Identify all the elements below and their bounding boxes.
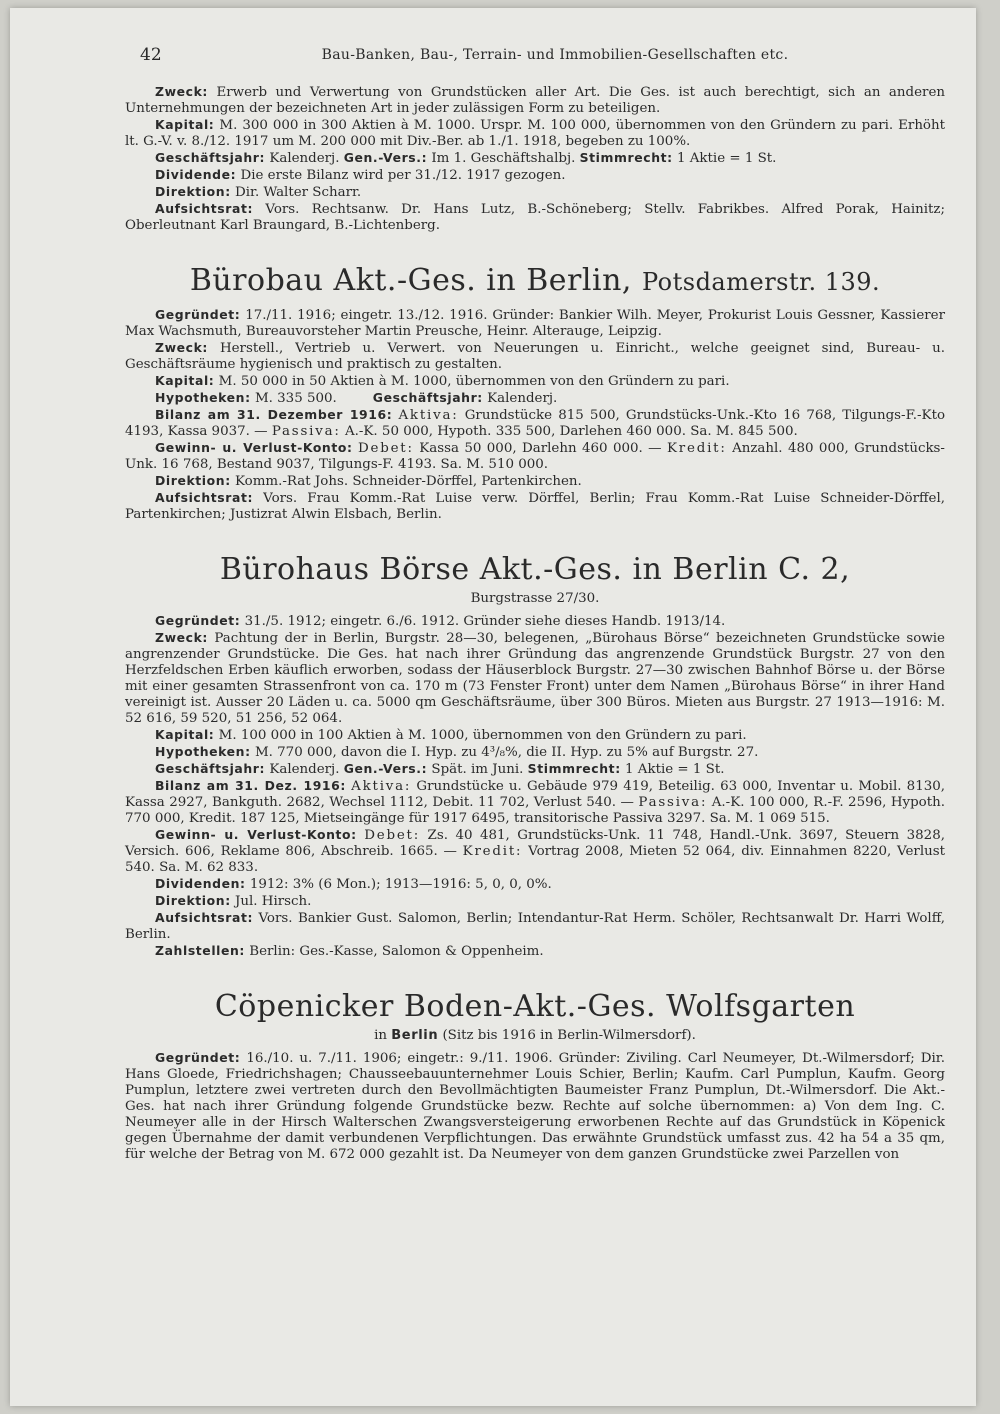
zweck-text: Pachtung der in Berlin, Burgstr. 28—30, belegenen, „Bürohaus Börse“ bezeichneten Grundstücke sowie angrenzender Grundstücke. Die Ges. hat nach ihrer Gründung das angrenzende Grundstück Burgstr. 27 von den Herzfeldschen Erben käuflich erworben, sodass der Häuserblock Burgstr. 27—30 zwischen Bahnhof Börse u. der Börse mit einer gesamten Strassenfront von ca. 170 m (73 Fenster Front) unter dem Namen „Bürohaus Börse“ in ihrer Hand vereinigt ist. Ausser 20 Läden u. ca. 5000 qm Geschäftsräume, über 300 Büros. Mieten aus Burgstr. 27 1913—1916: M. 52 616, 59 520, 51 256, 52 064.	[125, 631, 945, 726]
label-stimmrecht: Stimmrecht:	[579, 150, 673, 165]
label-geschaeftsjahr: Geschäftsjahr:	[155, 150, 266, 165]
hypotheken-text: M. 335 500.	[254, 391, 337, 406]
label-debet: Debet:	[357, 441, 414, 456]
company-address: Potsdamerstr. 139.	[641, 268, 881, 296]
aktiva-text: Grundstücke 815 500, Grundstücks-Unk.-Kto 16 768, Tilgungs-F.-Kto 4193, Kassa 9037. —	[125, 408, 946, 439]
aktiva-text: Grundstücke u. Gebäude 979 419, Beteilig. 63 000, Inventar u. Mobil. 8130, Kassa 2927, Bankguth. 2682, Wechsel 1112, Debit. 11 702, Verlust 540. —	[125, 779, 946, 810]
kredit-text: Anzahl. 480 000, Grundstücks-Unk. 16 768, Bestand 9037, Tilgungs-F. 4193. Sa. M. 510 000.	[125, 441, 945, 472]
text-column	[125, 40, 945, 1165]
geschaeftsjahr-text: Kalenderj.	[269, 762, 340, 777]
company-subtitle	[125, 1028, 945, 1044]
company-entry	[125, 613, 945, 960]
label-direktion: Direktion:	[155, 893, 231, 908]
label-gegruendet: Gegründet:	[155, 307, 241, 322]
label-dividende: Dividende:	[155, 167, 237, 182]
label-geschaeftsjahr: Geschäftsjahr:	[155, 761, 266, 776]
label-stimmrecht: Stimmrecht:	[527, 761, 621, 776]
label-hypotheken: Hypotheken:	[155, 744, 251, 759]
gegruendet-text: 17./11. 1916; eingetr. 13./12. 1916. Gründer: Bankier Wilh. Meyer, Prokurist Louis Gessner, Kassierer Max Wachsmuth, Bureauvorsteher Martin Preusche, Heinr. Alterauge, Leipzig.	[125, 308, 945, 339]
label-gen-vers: Gen.-Vers.:	[343, 150, 428, 165]
label-kredit: Kredit:	[666, 441, 727, 456]
label-direktion: Direktion:	[155, 473, 231, 488]
zahlstellen-text: Berlin: Ges.-Kasse, Salomon & Oppenheim.	[249, 944, 544, 959]
label-aktiva: Aktiva:	[398, 408, 459, 423]
kredit-text: Vortrag 2008, Mieten 52 064, div. Einnahmen 8220, Verlust 540. Sa. M. 62 833.	[125, 844, 945, 875]
label-aufsichtsrat: Aufsichtsrat:	[155, 910, 254, 925]
label-gegruendet: Gegründet:	[155, 1050, 241, 1065]
gegruendet-text: 16./10. u. 7./11. 1906; eingetr.: 9./11. 1906. Gründer: Ziviling. Carl Neumeyer, Dt.-Wilmersdorf; Dir. Hans Gloede, Friedrichshagen; Chausseebauunternehmer Louis Schier, Berlin; Kaufm. Carl Pumplun, Kaufm. Georg Pumplun, letztere zwei vertreten durch den Bevollmächtigten Baumeister Franz Pumplun, Dt.-Wilmersdorf. Die Akt.-Ges. hat nach ihrer Gründung folgende Grundstücke bezw. Rechte auf solche übernommen: a) Von dem Ing. C. Neumeyer alle in der Hirsch Walterschen Zwangsversteigerung erworbenen Rechte auf das Grundstück in Köpenick gegen Übernahme der damit verbundenen Verpflichtungen. Das erwähnte Grundstück umfasst zus. 42 ha 54 a 35 qm, für welche der Betrag von M. 672 000 gezahlt ist. Da Neumeyer von dem ganzen Grundstücke zwei Parzellen von	[125, 1051, 945, 1162]
label-hypotheken: Hypotheken:	[155, 390, 251, 405]
label-geschaeftsjahr: Geschäftsjahr:	[372, 390, 483, 405]
company-heading	[125, 264, 945, 299]
passiva-text: A.-K. 100 000, R.-F. 2596, Hypoth. 770 000, Kredit. 187 125, Mietseingänge für 1917 6495, transitorische Passiva 3297. Sa. M. 1 069 515.	[125, 795, 945, 826]
debet-text: Zs. 40 481, Grundstücks-Unk. 11 748, Handl.-Unk. 3697, Steuern 3828, Versich. 606, Reklame 806, Abschreib. 1665. —	[125, 828, 945, 859]
aufsichtsrat-text: Vors. Bankier Gust. Salomon, Berlin; Intendantur-Rat Herm. Schöler, Rechtsanwalt Dr. Harri Wolff, Berlin.	[125, 911, 945, 942]
label-zweck: Zweck:	[155, 84, 208, 99]
label-gewinn-verlust: Gewinn- u. Verlust-Konto:	[155, 440, 353, 455]
direktion-text: Komm.-Rat Johs. Schneider-Dörffel, Partenkirchen.	[235, 474, 582, 489]
label-zweck: Zweck:	[155, 630, 208, 645]
direktion-text: Jul. Hirsch.	[235, 894, 312, 909]
label-gen-vers: Gen.-Vers.:	[343, 761, 428, 776]
label-kapital: Kapital:	[155, 117, 215, 132]
running-title: Bau-Banken, Bau-, Terrain- und Immobilien-Gesellschaften etc.	[321, 47, 789, 63]
entry-continued	[125, 84, 945, 234]
geschaeftsjahr-text: Kalenderj.	[487, 391, 558, 406]
label-debet: Debet:	[364, 828, 421, 843]
label-kapital: Kapital:	[155, 727, 215, 742]
label-passiva: Passiva:	[271, 424, 341, 439]
stimmrecht-text: 1 Aktie = 1 St.	[625, 762, 725, 777]
dividenden-text: 1912: 3% (6 Mon.); 1913—1916: 5, 0, 0, 0%.	[249, 877, 552, 892]
geschaeftsjahr-text: Kalenderj.	[269, 151, 340, 166]
passiva-text: A.-K. 50 000, Hypoth. 335 500, Darlehen 460 000. Sa. M. 845 500.	[344, 424, 798, 439]
zweck-text: Herstell., Vertrieb u. Verwert. von Neuerungen u. Einricht., welche geeignet sind, Bureau- u. Geschäftsräume hygienisch und praktisch zu gestalten.	[125, 341, 945, 372]
company-heading	[125, 553, 945, 587]
subtitle-city: Berlin	[391, 1028, 439, 1043]
company-entry	[125, 307, 945, 523]
direktion-text: Dir. Walter Scharr.	[235, 185, 362, 200]
company-subtitle: Burgstrasse 27/30.	[470, 591, 600, 606]
subtitle-prefix: in	[374, 1028, 387, 1043]
label-zahlstellen: Zahlstellen:	[155, 943, 245, 958]
label-zweck: Zweck:	[155, 340, 208, 355]
company-entry	[125, 1050, 945, 1163]
gen-vers-text: Spät. im Juni.	[431, 762, 524, 777]
running-header	[125, 40, 945, 70]
document-page	[10, 8, 976, 1406]
label-bilanz: Bilanz am 31. Dezember 1916:	[155, 407, 393, 422]
stimmrecht-text: 1 Aktie = 1 St.	[676, 151, 777, 166]
label-kapital: Kapital:	[155, 373, 215, 388]
company-name: Bürohaus Börse Akt.-Ges. in Berlin C. 2,	[219, 552, 851, 587]
label-gewinn-verlust: Gewinn- u. Verlust-Konto:	[155, 827, 357, 842]
hypotheken-text: M. 770 000, davon die I. Hyp. zu 4³/₈%, die II. Hyp. zu 5% auf Burgstr. 27.	[254, 745, 759, 760]
label-direktion: Direktion:	[155, 184, 231, 199]
page-number: 42	[140, 45, 162, 65]
label-aufsichtsrat: Aufsichtsrat:	[155, 201, 254, 216]
subtitle-suffix: (Sitz bis 1916 in Berlin-Wilmersdorf).	[442, 1028, 696, 1043]
company-name: Bürobau Akt.-Ges. in Berlin,	[189, 263, 632, 298]
gen-vers-text: Im 1. Geschäftshalbj.	[431, 151, 576, 166]
kapital-text: M. 50 000 in 50 Aktien à M. 1000, übernommen von den Gründern zu pari.	[218, 374, 730, 389]
label-aufsichtsrat: Aufsichtsrat:	[155, 490, 254, 505]
dividende-text: Die erste Bilanz wird per 31./12. 1917 gezogen.	[240, 168, 566, 183]
kapital-text: M. 300 000 in 300 Aktien à M. 1000. Urspr. M. 100 000, übernommen von den Gründern zu pari. Erhöht lt. G.-V. v. 8./12. 1917 um M. 200 000 mit Div.-Ber. ab 1./1. 1918, begeben zu 100%.	[125, 118, 946, 149]
kapital-text: M. 100 000 in 100 Aktien à M. 1000, übernommen von den Gründern zu pari.	[218, 728, 747, 743]
label-bilanz: Bilanz am 31. Dez. 1916:	[155, 778, 346, 793]
company-heading	[125, 990, 945, 1024]
label-dividenden: Dividenden:	[155, 876, 246, 891]
debet-text: Kassa 50 000, Darlehn 460 000. —	[419, 441, 662, 456]
label-kredit: Kredit:	[462, 844, 523, 859]
company-name: Cöpenicker Boden-Akt.-Ges. Wolfsgarten	[214, 989, 856, 1024]
label-passiva: Passiva:	[638, 795, 708, 810]
gegruendet-text: 31./5. 1912; eingetr. 6./6. 1912. Gründer siehe dieses Handb. 1913/14.	[244, 614, 726, 629]
label-gegruendet: Gegründet:	[155, 613, 241, 628]
zweck-text: Erwerb und Verwertung von Grundstücken aller Art. Die Ges. ist auch berechtigt, sich an anderen Unternehmungen der bezeichneten Art in jeder zulässigen Form zu beteiligen.	[125, 85, 945, 116]
label-aktiva: Aktiva:	[351, 779, 412, 794]
aufsichtsrat-text: Vors. Frau Komm.-Rat Luise verw. Dörffel, Berlin; Frau Komm.-Rat Luise Schneider-Dörffel, Partenkirchen; Justizrat Alwin Elsbach, Berlin.	[125, 491, 945, 522]
aufsichtsrat-text: Vors. Rechtsanw. Dr. Hans Lutz, B.-Schöneberg; Stellv. Fabrikbes. Alfred Porak, Hainitz; Oberleutnant Karl Braungard, B.-Lichtenberg.	[125, 202, 945, 233]
